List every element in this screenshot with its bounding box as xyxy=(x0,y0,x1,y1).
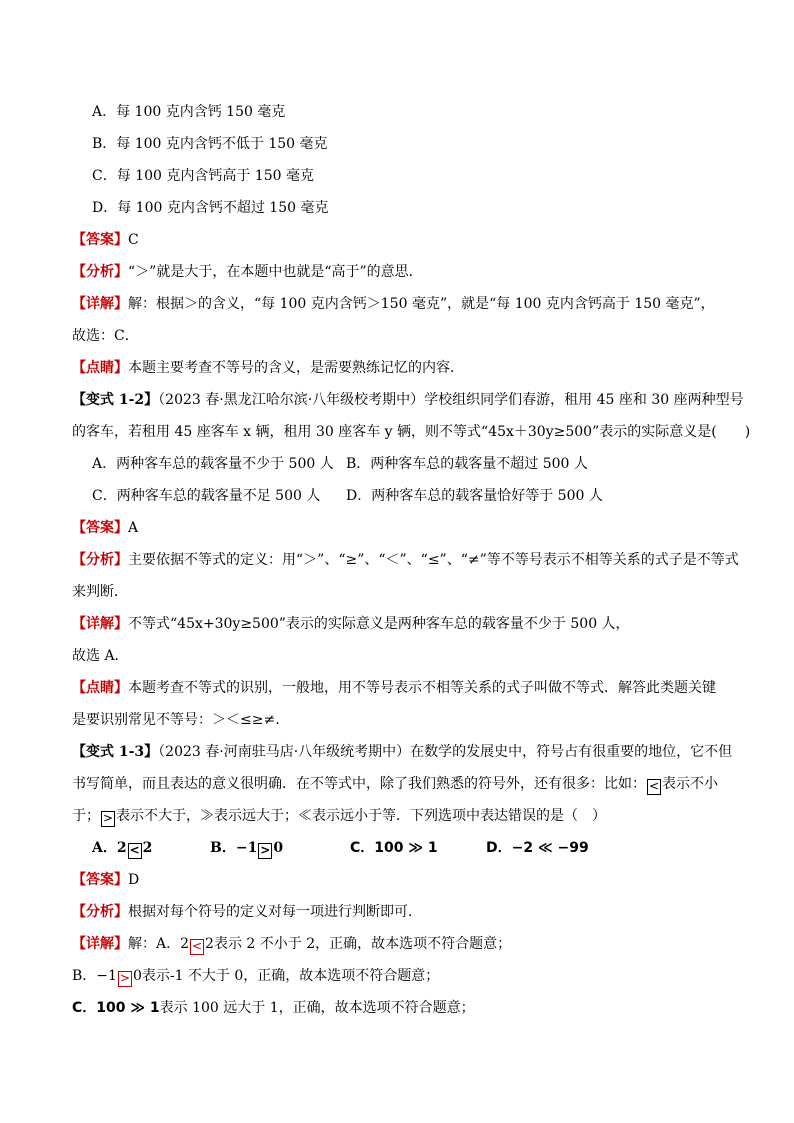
question-stem-2 xyxy=(72,774,734,795)
option-c: C．100 ≫ 1 xyxy=(350,840,438,856)
option-b-suffix: 0 xyxy=(273,840,284,856)
analysis-text: 根据对每个符号的定义对每一项进行判断即可． xyxy=(128,904,422,920)
detail-line xyxy=(72,614,734,634)
question-stem xyxy=(72,390,744,410)
answer-line xyxy=(72,518,734,538)
detail-text: 0表示-1 不大于 0，正确，故本选项不符合题意； xyxy=(132,968,440,984)
analysis-tag: 【分析】 xyxy=(72,264,128,280)
answer-tag: 【答案】 xyxy=(72,520,128,536)
analysis-line xyxy=(72,262,734,282)
option-c: C．每 100 克内含钙高于 150 毫克 xyxy=(92,168,314,184)
comment-tag: 【点睛】 xyxy=(72,680,128,696)
question-stem xyxy=(72,742,734,762)
detail-tag: 【详解】 xyxy=(72,296,128,312)
option-row xyxy=(92,486,734,506)
answer-tag: 【答案】 xyxy=(72,232,128,248)
question-stem-text: 表示不大于，≫表示远大于；≪表示远小于等．下列选项中表达错误的是（ ） xyxy=(116,808,606,824)
detail-text: 2表示 2 不小于 2，正确，故本选项不符合题意； xyxy=(205,936,512,952)
not-greater-than-symbol: > xyxy=(119,971,130,985)
option-b xyxy=(210,838,283,859)
not-less-than-symbol: < xyxy=(129,843,140,857)
option-b: B．每 100 克内含钙不低于 150 毫克 xyxy=(92,136,328,152)
answer-line xyxy=(72,230,734,250)
question-stem-2: 的客车，若租用 45 座客车 x 辆，租用 30 座客车 y 辆，则不等式“45x＋30y≥500”表示的实际意义是( ) xyxy=(72,424,751,440)
not-greater-than-symbol: > xyxy=(260,843,271,857)
comment-line xyxy=(72,358,734,378)
question-stem-text: （2023 春·黑龙江哈尔滨·八年级校考期中）学校组织同学们春游，租用 45 座和 30 座两种型号 xyxy=(158,392,744,408)
analysis-line-2: 来判断． xyxy=(72,584,128,600)
analysis-tag: 【分析】 xyxy=(72,552,128,568)
option-b: B．两种客车总的载客量不超过 500 人 xyxy=(346,456,588,472)
analysis-tag: 【分析】 xyxy=(72,904,128,920)
option-a-prefix: A．2 xyxy=(92,840,127,856)
detail-text: 不等式“45x+30y≥500”表示的实际意义是两种客车总的载客量不少于 500 人， xyxy=(128,616,630,632)
detail-line-b xyxy=(72,966,734,987)
detail-text: C．100 ≫ 1 xyxy=(72,1000,160,1016)
answer-value: A xyxy=(128,520,139,536)
option-b-prefix: B．−1 xyxy=(210,840,258,856)
option-d: D．每 100 克内含钙不超过 150 毫克 xyxy=(92,200,329,216)
option-a: A．每 100 克内含钙 150 毫克 xyxy=(92,104,286,120)
option-a: A．两种客车总的载客量不少于 500 人 xyxy=(92,456,334,472)
detail-line xyxy=(72,294,734,314)
detail-line xyxy=(72,934,734,955)
question-stem-text: 书写简单，而且表达的意义很明确．在不等式中，除了我们熟悉的符号外，还有很多：比如： xyxy=(72,776,646,792)
option-d: D．−2 ≪ −99 xyxy=(486,840,589,856)
question-title: 【变式 1-3】 xyxy=(72,744,159,760)
comment-text: 本题主要考查不等号的含义，是需要熟练记忆的内容． xyxy=(128,360,464,376)
comment-text: 本题考查不等式的识别，一般地，用不等号表示不相等关系的式子叫做不等式．解答此类题关键 xyxy=(128,680,716,696)
option-a-suffix: 2 xyxy=(142,840,153,856)
comment-tag: 【点睛】 xyxy=(72,360,128,376)
detail-text: B．−1 xyxy=(72,968,117,984)
answer-tag: 【答案】 xyxy=(72,872,128,888)
answer-value: C xyxy=(128,232,139,248)
detail-text: 解：A．2 xyxy=(128,936,190,952)
answer-value: D xyxy=(128,872,140,888)
option-d: D．两种客车总的载客量恰好等于 500 人 xyxy=(346,488,603,504)
analysis-line xyxy=(72,902,734,922)
answer-line xyxy=(72,870,734,890)
detail-text: 解：根据＞的含义，“每 100 克内含钙＞150 毫克”，就是“每 100 克内含钙高于 150 毫克”， xyxy=(128,296,715,312)
detail-tag: 【详解】 xyxy=(72,936,128,952)
comment-line xyxy=(72,678,734,698)
detail-line-2: 故选：C． xyxy=(72,328,139,344)
analysis-line xyxy=(72,550,739,570)
comment-line-2: 是要识别常见不等号：＞＜≤≥≠. xyxy=(72,712,280,728)
option-c: C．两种客车总的载客量不足 500 人 xyxy=(92,488,321,504)
detail-line-2: 故选 A． xyxy=(72,648,129,664)
analysis-text: 主要依据不等式的定义：用“＞”、“≥”、“＜”、“≤”、“≠”等不等号表示不相等关系的式子是不等式 xyxy=(128,552,739,568)
question-title: 【变式 1-2】 xyxy=(72,392,159,408)
question-stem-text: （2023 春·河南驻马店·八年级统考期中）在数学的发展史中，符号占有很重要的地位，它不但 xyxy=(158,744,733,760)
not-greater-than-symbol: > xyxy=(102,811,114,825)
question-stem-text: 表示不小 xyxy=(662,776,718,792)
option-a xyxy=(92,838,152,859)
option-row xyxy=(92,454,734,474)
not-less-than-symbol: < xyxy=(192,939,203,953)
not-less-than-symbol: < xyxy=(648,779,660,793)
detail-tag: 【详解】 xyxy=(72,616,128,632)
analysis-text: “＞”就是大于，在本题中也就是“高于”的意思． xyxy=(128,264,423,280)
question-stem-text: 于； xyxy=(72,808,100,824)
detail-line-c xyxy=(72,998,734,1018)
detail-text: 表示 100 远大于 1，正确，故本选项不符合题意； xyxy=(159,1000,475,1016)
question-stem-3 xyxy=(72,806,734,827)
